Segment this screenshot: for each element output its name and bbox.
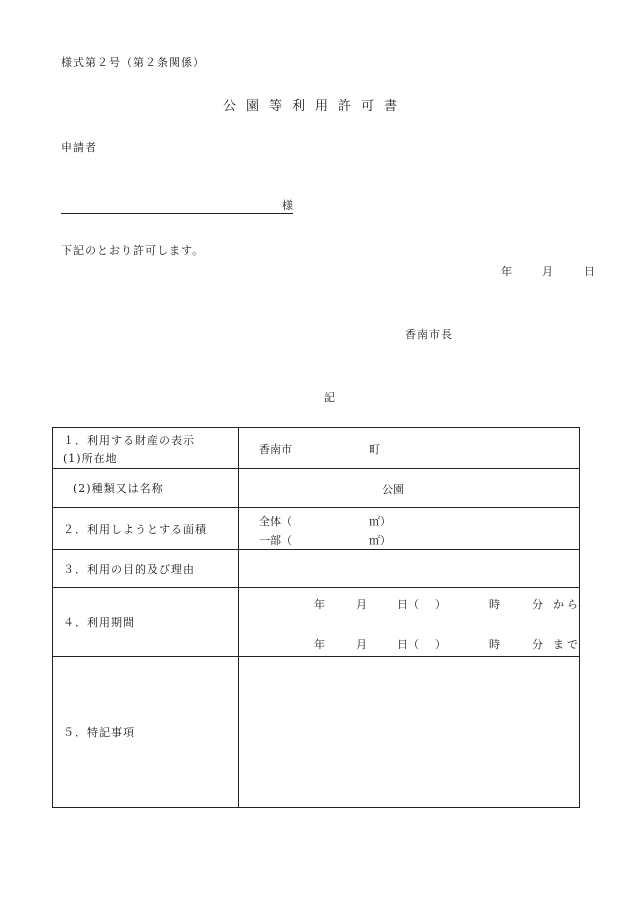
period-start-day: 日（	[397, 598, 419, 611]
permission-statement: 下記のとおり許可します。	[61, 244, 205, 257]
table-row	[53, 469, 580, 508]
area-all-label: 全体（	[259, 515, 292, 528]
period-end-day: 日（	[397, 638, 419, 651]
period-start-minute: 分	[532, 598, 543, 611]
special-notes-value	[239, 657, 580, 808]
document-title: 公園等利用許可書	[222, 99, 407, 114]
purpose-label: ３．利用の目的及び理由	[53, 550, 239, 588]
honorific-sama: 様	[282, 199, 293, 212]
purpose-value	[239, 550, 580, 588]
period-end-close: ）	[435, 638, 446, 651]
table-row	[53, 428, 580, 469]
period-end-minute: 分	[532, 638, 543, 651]
property-display-label: １．利用する財産の表示	[63, 434, 195, 447]
period-value	[239, 588, 580, 657]
location-label: (1)所在地	[63, 452, 118, 465]
period-end-month: 月	[356, 638, 367, 651]
permit-table	[52, 427, 580, 808]
date-day: 日	[584, 265, 595, 278]
date-month: 月	[542, 265, 553, 278]
area-part-label: 一部（	[259, 534, 292, 547]
city-name: 香南市	[259, 443, 292, 456]
town-suffix: 町	[369, 443, 380, 456]
table-row	[53, 657, 580, 808]
area-label: ２．利用しようとする面積	[53, 508, 239, 550]
table-row	[53, 508, 580, 550]
type-name-value	[239, 469, 580, 508]
property-location-label	[53, 428, 239, 469]
period-end-hour: 時	[489, 638, 500, 651]
period-start-month: 月	[356, 598, 367, 611]
table-row	[53, 588, 580, 657]
period-from: から	[553, 598, 581, 611]
form-number: 様式第２号（第２条関係）	[61, 56, 205, 69]
date-year: 年	[501, 265, 512, 278]
period-end-year: 年	[314, 638, 325, 651]
period-start-year: 年	[314, 598, 325, 611]
area-all-unit: ㎡）	[369, 515, 391, 528]
applicant-label: 申請者	[61, 141, 97, 154]
period-start-hour: 時	[489, 598, 500, 611]
ki-heading: 記	[324, 391, 335, 404]
period-label: ４．利用期間	[53, 588, 239, 657]
type-name-label: (2)種類又は名称	[53, 469, 239, 508]
period-start-close: ）	[435, 598, 446, 611]
area-value	[239, 508, 580, 550]
applicant-name-line	[61, 199, 293, 214]
issuer-mayor: 香南市長	[405, 328, 453, 341]
period-until: まで	[553, 638, 581, 651]
special-notes-label: ５．特記事項	[53, 657, 239, 808]
location-value	[239, 428, 580, 469]
table-row	[53, 550, 580, 588]
park-label: 公園	[382, 483, 404, 496]
area-part-unit: ㎡）	[369, 534, 391, 547]
